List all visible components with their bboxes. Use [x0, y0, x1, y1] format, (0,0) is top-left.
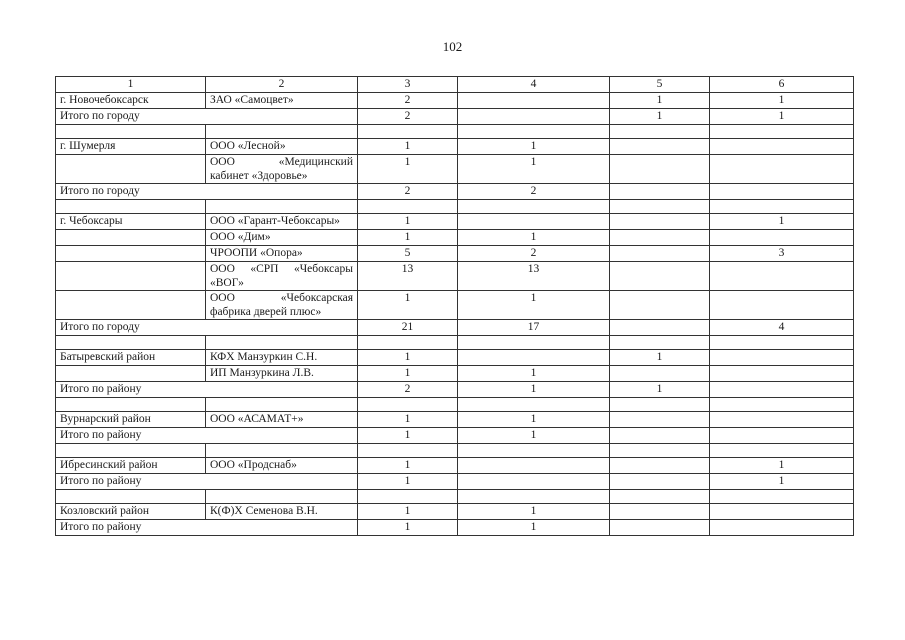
- table-row: [56, 139, 854, 155]
- value-cell-col3: 1: [358, 350, 458, 366]
- locality-cell: [56, 366, 206, 382]
- value-cell-col4: 2: [458, 184, 610, 200]
- spacer-cell: [56, 490, 206, 504]
- spacer-cell: [206, 444, 358, 458]
- value-cell-col5: [610, 458, 710, 474]
- value-cell-col3: 1: [358, 155, 458, 184]
- spacer-cell: [358, 398, 458, 412]
- value-cell-col3: 2: [358, 184, 458, 200]
- value-cell-col6: 4: [710, 320, 854, 336]
- organization-cell: ИП Манзуркина Л.В.: [206, 366, 358, 382]
- spacer-cell: [458, 398, 610, 412]
- value-cell-col5: [610, 520, 710, 536]
- value-cell-col4: [458, 458, 610, 474]
- organization-cell: ЗАО «Самоцвет»: [206, 93, 358, 109]
- value-cell-col5: [610, 428, 710, 444]
- value-cell-col5: [610, 184, 710, 200]
- value-cell-col3: 1: [358, 412, 458, 428]
- column-number: 2: [206, 77, 358, 93]
- spacer-cell: [358, 200, 458, 214]
- spacer-cell: [358, 336, 458, 350]
- spacer-cell: [710, 125, 854, 139]
- total-row: [56, 184, 854, 200]
- spacer-cell: [458, 125, 610, 139]
- total-row: [56, 520, 854, 536]
- spacer-cell: [610, 398, 710, 412]
- spacer-cell: [458, 490, 610, 504]
- spacer-cell: [358, 490, 458, 504]
- locality-cell: г. Шумерля: [56, 139, 206, 155]
- table-row: [56, 412, 854, 428]
- spacer-cell: [458, 200, 610, 214]
- organization-cell: [206, 428, 358, 444]
- value-cell-col4: 1: [458, 382, 610, 398]
- value-cell-col4: [458, 93, 610, 109]
- value-cell-col3: 21: [358, 320, 458, 336]
- value-cell-col4: 1: [458, 520, 610, 536]
- value-cell-col4: 1: [458, 412, 610, 428]
- value-cell-col3: 1: [358, 366, 458, 382]
- table-row: [56, 214, 854, 230]
- spacer-cell: [358, 125, 458, 139]
- value-cell-col5: [610, 155, 710, 184]
- value-cell-col6: [710, 230, 854, 246]
- organization-cell: [206, 184, 358, 200]
- value-cell-col4: [458, 214, 610, 230]
- value-cell-col5: [610, 230, 710, 246]
- value-cell-col6: 1: [710, 474, 854, 490]
- value-cell-col6: [710, 350, 854, 366]
- total-row: [56, 474, 854, 490]
- locality-cell: Ибресинский район: [56, 458, 206, 474]
- value-cell-col5: [610, 262, 710, 291]
- value-cell-col6: [710, 412, 854, 428]
- value-cell-col3: 5: [358, 246, 458, 262]
- total-label: Итого по району: [56, 474, 206, 490]
- organization-cell: ООО «Чебоксарская фабрика дверей плюс»: [206, 291, 358, 320]
- spacer-cell: [610, 336, 710, 350]
- table-row: [56, 246, 854, 262]
- spacer-cell: [206, 490, 358, 504]
- table-row: [56, 504, 854, 520]
- spacer-cell: [610, 444, 710, 458]
- value-cell-col6: [710, 382, 854, 398]
- spacer-cell: [710, 336, 854, 350]
- value-cell-col4: 1: [458, 139, 610, 155]
- spacer-cell: [56, 125, 206, 139]
- value-cell-col6: [710, 139, 854, 155]
- value-cell-col3: 1: [358, 428, 458, 444]
- value-cell-col5: [610, 320, 710, 336]
- spacer-row: [56, 125, 854, 139]
- table-row: [56, 262, 854, 291]
- table-row: [56, 366, 854, 382]
- value-cell-col5: 1: [610, 382, 710, 398]
- organization-cell: ООО «Гарант-Чебоксары»: [206, 214, 358, 230]
- spacer-cell: [610, 200, 710, 214]
- locality-cell: [56, 230, 206, 246]
- column-number: 1: [56, 77, 206, 93]
- value-cell-col5: [610, 412, 710, 428]
- spacer-cell: [358, 444, 458, 458]
- value-cell-col4: 1: [458, 155, 610, 184]
- value-cell-col4: [458, 350, 610, 366]
- value-cell-col3: 1: [358, 520, 458, 536]
- organization-cell: [206, 474, 358, 490]
- organization-cell: ООО «СРП «Чебоксары «ВОГ»: [206, 262, 358, 291]
- value-cell-col4: 17: [458, 320, 610, 336]
- table-row: [56, 93, 854, 109]
- value-cell-col4: 1: [458, 291, 610, 320]
- spacer-cell: [56, 398, 206, 412]
- organization-cell: К(Ф)Х Семенова В.Н.: [206, 504, 358, 520]
- value-cell-col3: 2: [358, 93, 458, 109]
- organization-cell: ООО «Дим»: [206, 230, 358, 246]
- value-cell-col6: [710, 520, 854, 536]
- value-cell-col5: [610, 366, 710, 382]
- locality-cell: [56, 262, 206, 291]
- table-row: [56, 458, 854, 474]
- spacer-cell: [206, 125, 358, 139]
- locality-cell: Батыревский район: [56, 350, 206, 366]
- value-cell-col4: 2: [458, 246, 610, 262]
- value-cell-col5: [610, 504, 710, 520]
- value-cell-col6: [710, 366, 854, 382]
- value-cell-col6: [710, 184, 854, 200]
- total-label: Итого по городу: [56, 320, 206, 336]
- total-label: Итого по городу: [56, 109, 206, 125]
- value-cell-col4: 1: [458, 504, 610, 520]
- value-cell-col5: [610, 214, 710, 230]
- statistics-table: [55, 76, 854, 536]
- value-cell-col3: 1: [358, 139, 458, 155]
- column-number: 5: [610, 77, 710, 93]
- organization-cell: [206, 320, 358, 336]
- value-cell-col5: [610, 291, 710, 320]
- value-cell-col4: 13: [458, 262, 610, 291]
- value-cell-col4: [458, 474, 610, 490]
- column-number: 3: [358, 77, 458, 93]
- locality-cell: г. Новочебоксарск: [56, 93, 206, 109]
- total-label: Итого по району: [56, 428, 206, 444]
- organization-cell: ООО «Медицинский кабинет «Здоровье»: [206, 155, 358, 184]
- value-cell-col6: 1: [710, 109, 854, 125]
- value-cell-col3: 1: [358, 504, 458, 520]
- spacer-row: [56, 336, 854, 350]
- value-cell-col3: 2: [358, 382, 458, 398]
- locality-cell: г. Чебоксары: [56, 214, 206, 230]
- total-row: [56, 382, 854, 398]
- spacer-cell: [56, 444, 206, 458]
- spacer-cell: [56, 200, 206, 214]
- organization-cell: ООО «Продснаб»: [206, 458, 358, 474]
- value-cell-col3: 1: [358, 474, 458, 490]
- organization-cell: [206, 382, 358, 398]
- value-cell-col5: 1: [610, 109, 710, 125]
- spacer-row: [56, 200, 854, 214]
- spacer-row: [56, 444, 854, 458]
- spacer-cell: [710, 200, 854, 214]
- organization-cell: ЧРООПИ «Опора»: [206, 246, 358, 262]
- value-cell-col6: [710, 504, 854, 520]
- locality-cell: [56, 246, 206, 262]
- value-cell-col5: [610, 246, 710, 262]
- value-cell-col5: [610, 139, 710, 155]
- total-label: Итого по району: [56, 382, 206, 398]
- value-cell-col6: 1: [710, 458, 854, 474]
- value-cell-col3: 1: [358, 230, 458, 246]
- organization-cell: [206, 520, 358, 536]
- column-number: 4: [458, 77, 610, 93]
- value-cell-col3: 1: [358, 458, 458, 474]
- spacer-cell: [710, 490, 854, 504]
- value-cell-col3: 2: [358, 109, 458, 125]
- value-cell-col4: 1: [458, 428, 610, 444]
- value-cell-col3: 1: [358, 214, 458, 230]
- total-row: [56, 428, 854, 444]
- spacer-cell: [56, 336, 206, 350]
- value-cell-col4: [458, 109, 610, 125]
- spacer-cell: [610, 490, 710, 504]
- value-cell-col3: 1: [358, 291, 458, 320]
- value-cell-col4: 1: [458, 366, 610, 382]
- organization-cell: [206, 109, 358, 125]
- value-cell-col5: 1: [610, 93, 710, 109]
- column-number-row: [56, 77, 854, 93]
- table-row: [56, 230, 854, 246]
- total-row: [56, 320, 854, 336]
- value-cell-col6: [710, 428, 854, 444]
- page-number: 102: [442, 39, 463, 54]
- table-row: [56, 350, 854, 366]
- value-cell-col3: 13: [358, 262, 458, 291]
- column-number: 6: [710, 77, 854, 93]
- total-row: [56, 109, 854, 125]
- spacer-cell: [710, 398, 854, 412]
- table-row: [56, 291, 854, 320]
- value-cell-col4: 1: [458, 230, 610, 246]
- spacer-row: [56, 490, 854, 504]
- organization-cell: ООО «АСАМАТ+»: [206, 412, 358, 428]
- value-cell-col6: [710, 155, 854, 184]
- spacer-cell: [206, 200, 358, 214]
- spacer-cell: [710, 444, 854, 458]
- total-label: Итого по городу: [56, 184, 206, 200]
- value-cell-col6: 1: [710, 93, 854, 109]
- total-label: Итого по району: [56, 520, 206, 536]
- value-cell-col5: [610, 474, 710, 490]
- locality-cell: [56, 291, 206, 320]
- value-cell-col5: 1: [610, 350, 710, 366]
- spacer-cell: [458, 444, 610, 458]
- spacer-row: [56, 398, 854, 412]
- locality-cell: Вурнарский район: [56, 412, 206, 428]
- table-row: [56, 155, 854, 184]
- locality-cell: [56, 155, 206, 184]
- locality-cell: Козловский район: [56, 504, 206, 520]
- spacer-cell: [206, 336, 358, 350]
- spacer-cell: [610, 125, 710, 139]
- organization-cell: ООО «Лесной»: [206, 139, 358, 155]
- value-cell-col6: 1: [710, 214, 854, 230]
- spacer-cell: [458, 336, 610, 350]
- spacer-cell: [206, 398, 358, 412]
- value-cell-col6: [710, 291, 854, 320]
- value-cell-col6: 3: [710, 246, 854, 262]
- organization-cell: КФХ Манзуркин С.Н.: [206, 350, 358, 366]
- value-cell-col6: [710, 262, 854, 291]
